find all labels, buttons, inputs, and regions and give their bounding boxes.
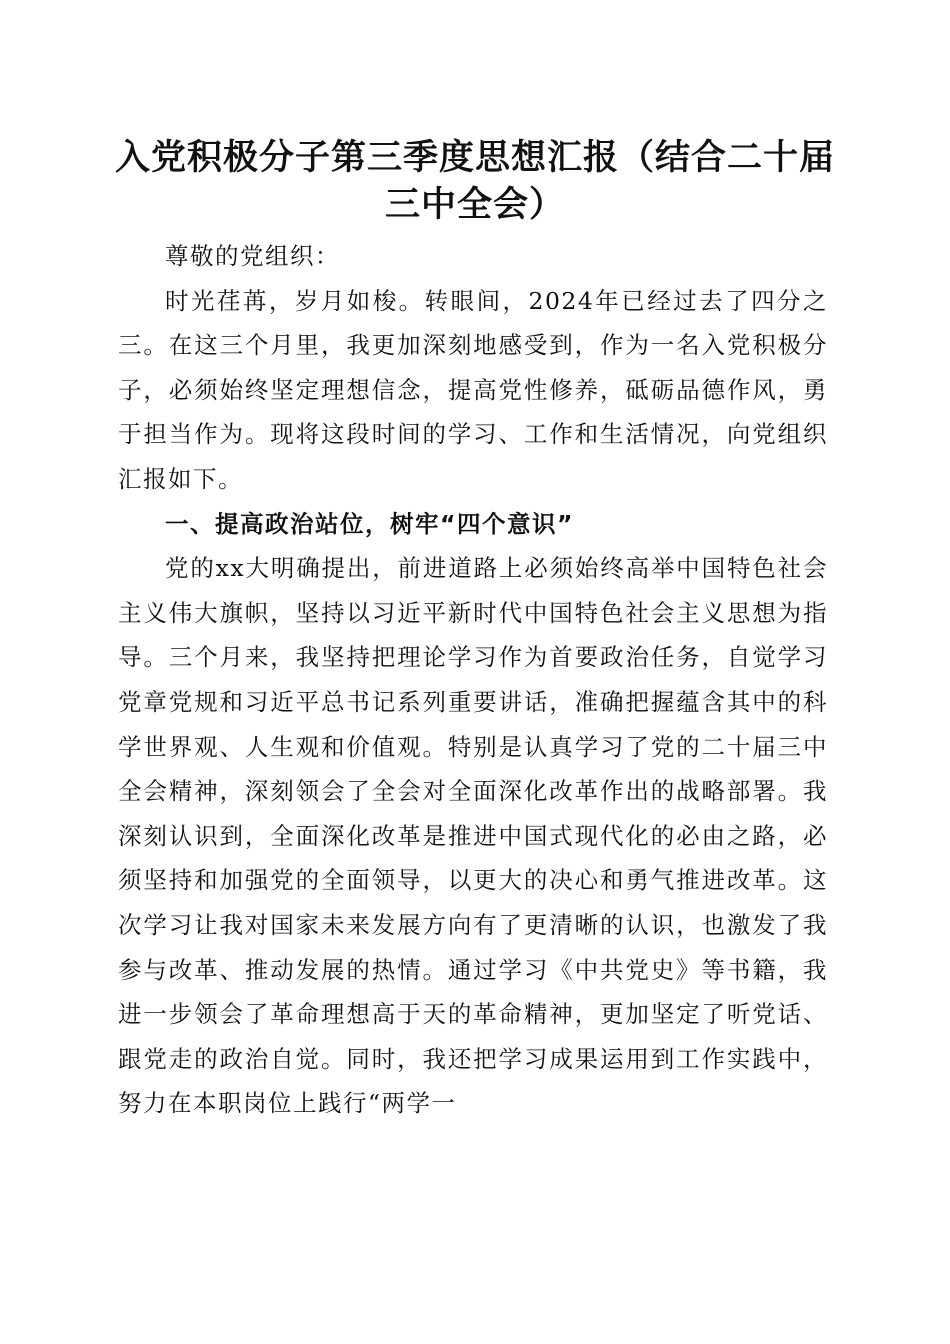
intro-paragraph: 时光荏苒，岁月如梭。转眼间，2024年已经过去了四分之三。在这三个月里，我更加深刻地感受到，作为一名入党积极分子，必须始终坚定理想信念，提高党性修养，砥砺品德作风，勇于担当作为。现将这段时间的学习、工作和生活情况，向党组织汇报如下。 xyxy=(118,286,828,493)
section-heading: 一、提高政治站位，树牢“四个意识” xyxy=(165,509,574,538)
section-paragraph: 党的xx大明确提出，前进道路上必须始终高举中国特色社会主义伟大旗帜，坚持以习近平新时代中国特色社会主义思想为指导。三个月来，我坚持把理论学习作为首要政治任务，自觉学习党章党规和习近平总书记系列重要讲话，准确把握蕴含其中的科学世界观、人生观和价值观。特别是认真学习了党的二十届三中全会精神，深刻领会了全会对全面深化改革作出的战略部署。我深刻认识到，全面深化改革是推进中国式现代化的必由之路，必须坚持和加强党的全面领导，以更大的决心和勇气推进改革。这次学习让我对国家未来发展方向有了更清晰的认识，也激发了我参与改革、推动发展的热情。通过学习《中共党史》等书籍，我进一步领会了革命理想高于天的革命精神，更加坚定了听党话、跟党走的政治自觉。同时，我还把学习成果运用到工作实践中，努力在本职岗位上践行“两学一 xyxy=(118,554,828,1118)
document-title: 入党积极分子第三季度思想汇报（结合二十届三中全会） xyxy=(114,137,835,225)
salutation: 尊敬的党组织： xyxy=(165,242,340,270)
document-body xyxy=(118,234,828,1126)
